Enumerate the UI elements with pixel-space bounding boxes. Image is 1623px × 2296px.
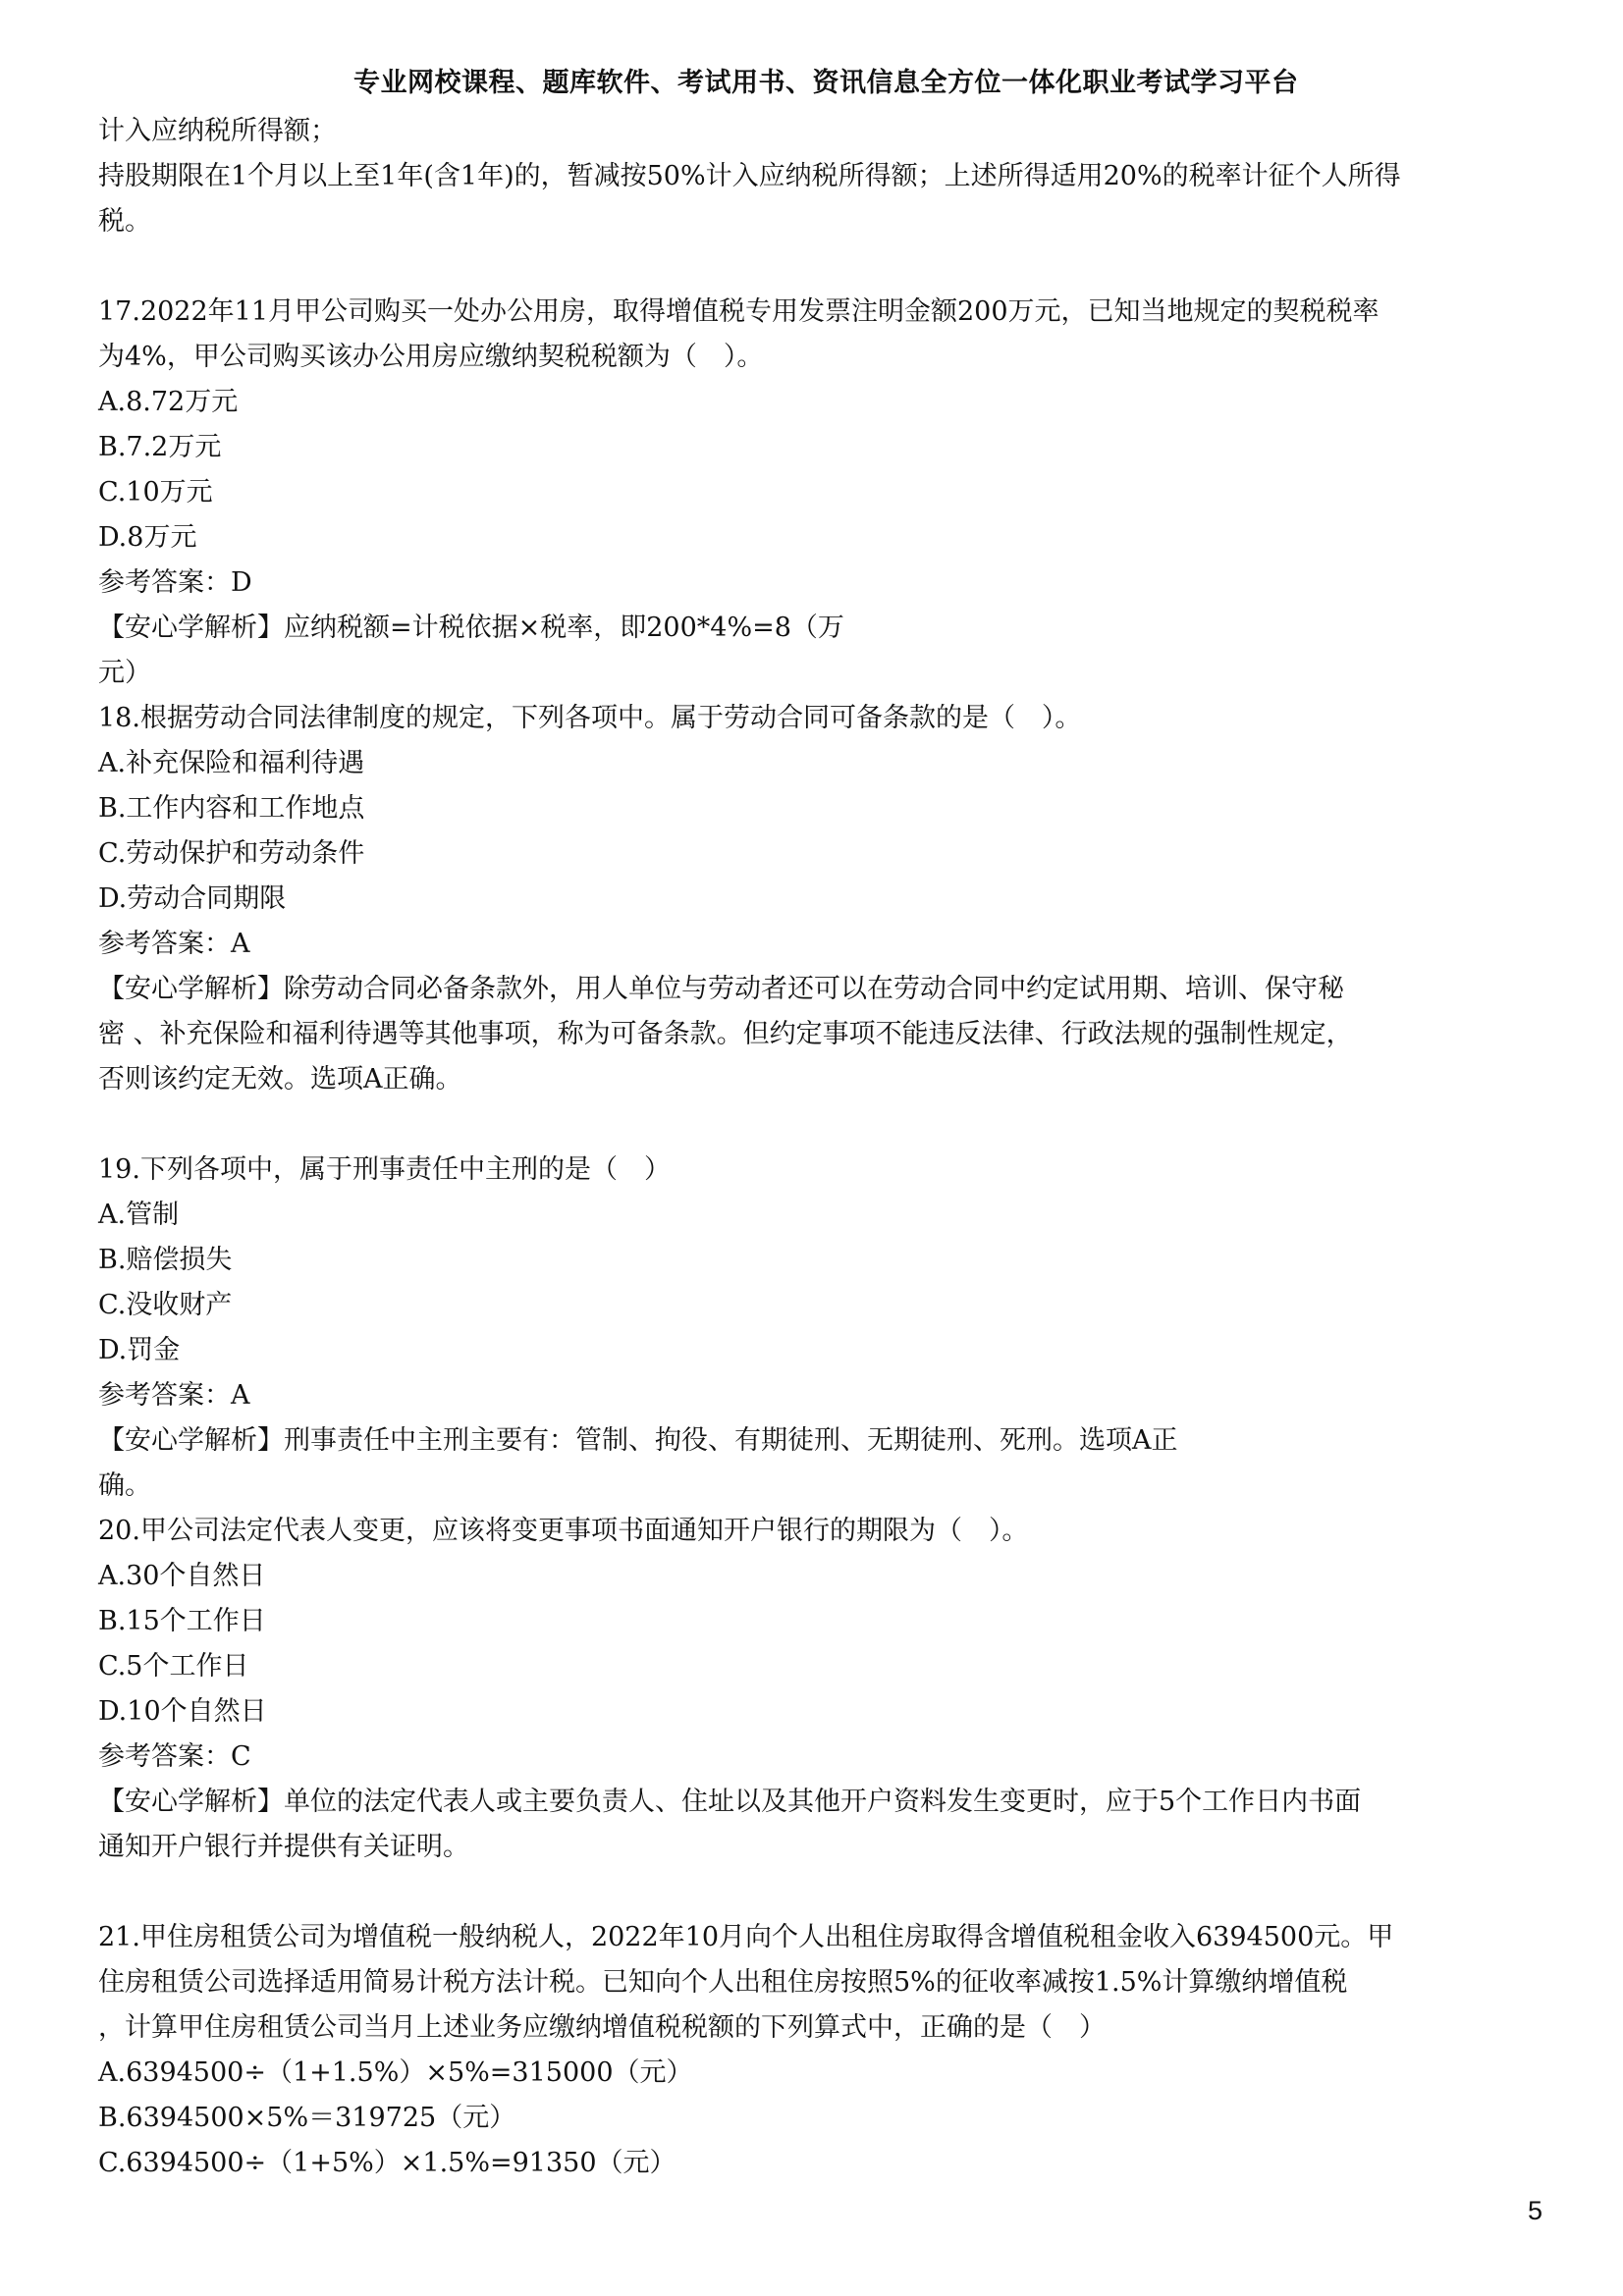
question-19: [98, 1148, 1532, 1509]
analysis-line: 元）: [98, 658, 151, 688]
page-header-title: 专业网校课程、题库软件、考试用书、资讯信息全方位一体化职业考试学习平台: [353, 68, 1299, 98]
question-stem: 住房租赁公司选择适用简易计税方法计税。已知向个人出租住房按照5%的征收率减按1.5%计算缴纳增值税: [98, 1967, 1348, 1998]
question-stem: 19.下列各项中，属于刑事责任中主刑的是（ ）: [98, 1154, 671, 1185]
intro-line: 税。: [98, 206, 151, 237]
analysis-line: 【安心学解析】刑事责任中主刑主要有：管制、拘役、有期徒刑、无期徒刑、死刑。选项A正: [98, 1425, 1178, 1456]
option-b: B.工作内容和工作地点: [98, 793, 365, 824]
option-a: A.补充保险和福利待遇: [98, 748, 365, 778]
reference-answer: 参考答案：A: [98, 929, 250, 959]
option-c: C.6394500÷（1+5%）×1.5%=91350（元）: [98, 2148, 676, 2178]
option-c: C.10万元: [98, 477, 213, 507]
option-b: B.7.2万元: [98, 432, 222, 462]
analysis-line: 【安心学解析】应纳税额=计税依据×税率，即200*4%=8（万: [98, 613, 844, 643]
intro-line: 计入应纳税所得额；: [98, 116, 337, 146]
question-20: [98, 1509, 1532, 1870]
analysis-line: 密 、补充保险和福利待遇等其他事项，称为可备条款。但约定事项不能违反法律、行政法规的强制性规定，: [98, 1019, 1353, 1049]
analysis-line: 【安心学解析】除劳动合同必备条款外，用人单位与劳动者还可以在劳动合同中约定试用期、培训、保守秘: [98, 974, 1344, 1004]
reference-answer: 参考答案：C: [98, 1741, 251, 1772]
reference-answer: 参考答案：A: [98, 1380, 250, 1411]
question-stem: ，计算甲住房租赁公司当月上述业务应缴纳增值税税额的下列算式中，正确的是（ ）: [98, 2012, 1106, 2043]
option-d: D.罚金: [98, 1335, 181, 1365]
question-17: [98, 290, 1532, 696]
question-21: [98, 1915, 1532, 2186]
question-stem: 21.甲住房租赁公司为增值税一般纳税人，2022年10月向个人出租住房取得含增值税租金收入6394500元。甲: [98, 1922, 1394, 1952]
option-a: A.6394500÷（1+1.5%）×5%=315000（元）: [98, 2057, 693, 2088]
question-stem: 为4%，甲公司购买该办公用房应缴纳契税税额为（ ）。: [98, 342, 764, 372]
analysis-line: 确。: [98, 1470, 151, 1501]
option-a: A.管制: [98, 1200, 180, 1230]
document-body: [98, 109, 1532, 2186]
option-a: A.30个自然日: [98, 1561, 266, 1591]
option-d: D.8万元: [98, 522, 197, 553]
option-b: B.15个工作日: [98, 1606, 266, 1636]
option-a: A.8.72万元: [98, 387, 239, 417]
analysis-line: 否则该约定无效。选项A正确。: [98, 1064, 462, 1095]
reference-answer: 参考答案：D: [98, 567, 252, 598]
question-stem: 20.甲公司法定代表人变更，应该将变更事项书面通知开户银行的期限为（ ）。: [98, 1516, 1029, 1546]
option-c: C.5个工作日: [98, 1651, 249, 1682]
question-stem: 17.2022年11月甲公司购买一处办公用房，取得增值税专用发票注明金额200万元，已知当地规定的契税税率: [98, 296, 1380, 327]
analysis-line: 通知开户银行并提供有关证明。: [98, 1832, 469, 1862]
option-b: B.赔偿损失: [98, 1245, 233, 1275]
intro-line: 持股期限在1个月以上至1年(含1年)的，暂减按50%计入应纳税所得额；上述所得适用20%的税率计征个人所得: [98, 161, 1401, 191]
spacer: [98, 244, 1532, 290]
question-18: [98, 696, 1532, 1102]
option-b: B.6394500×5%＝319725（元）: [98, 2103, 516, 2133]
spacer: [98, 1870, 1532, 1915]
question-stem: 18.根据劳动合同法律制度的规定，下列各项中。属于劳动合同可备条款的是（ ）。: [98, 703, 1082, 733]
option-c: C.没收财产: [98, 1290, 233, 1320]
option-d: D.劳动合同期限: [98, 883, 287, 914]
analysis-line: 【安心学解析】单位的法定代表人或主要负责人、住址以及其他开户资料发生变更时，应于5个工作日内书面: [98, 1787, 1362, 1817]
spacer: [98, 1102, 1532, 1148]
page-number: 5: [1528, 2196, 1543, 2225]
option-d: D.10个自然日: [98, 1696, 267, 1727]
option-c: C.劳动保护和劳动条件: [98, 838, 365, 869]
